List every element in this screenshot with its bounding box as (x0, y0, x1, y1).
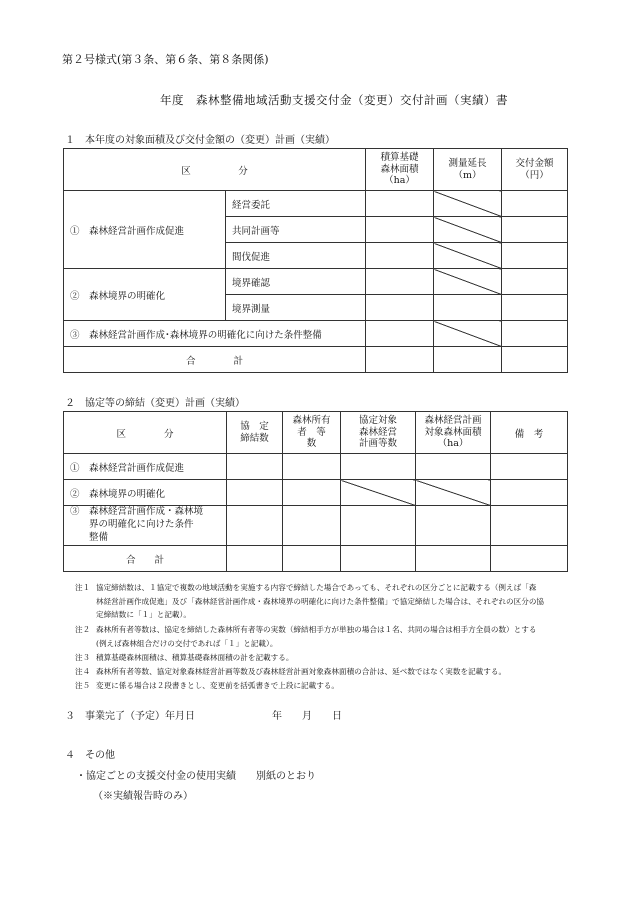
note-5: 注５ 変更に係る場合は２段書きとし、変更前を括弧書きで上段に記載する。 (75, 681, 339, 690)
s2-cell (491, 454, 568, 480)
section1-table (63, 148, 568, 373)
s2-cell (416, 454, 491, 480)
s2-cell (416, 506, 491, 546)
document-title: 年度 森林整備地域活動支援交付金（変更）交付計画（実績）書 (160, 93, 508, 107)
s2-cell (283, 480, 341, 506)
s1-cell-diagonal (434, 243, 502, 269)
s1-cell (366, 191, 434, 217)
s1-cell (434, 347, 502, 373)
s2-cell (227, 480, 283, 506)
s1-cell (434, 295, 502, 321)
s1-cell (502, 217, 568, 243)
form-number: 第２号様式(第３条、第６条、第８条関係) (62, 53, 269, 66)
s1-cell (366, 347, 434, 373)
s2-header-remarks: 備 考 (491, 412, 568, 454)
s1-cell (502, 347, 568, 373)
s2-row-1: ① 森林経営計画作成促進 (64, 454, 227, 480)
s2-cell (283, 546, 341, 572)
s1-cell-diagonal (434, 269, 502, 295)
s2-cell (283, 454, 341, 480)
s2-header-area: 森林経営計画 対象森林面積 （ha） (416, 412, 491, 454)
s1-cell (502, 243, 568, 269)
s2-cell (491, 546, 568, 572)
s2-cell-diagonal (341, 480, 416, 506)
s1-cell (502, 321, 568, 347)
s1-header-category: 区 分 (64, 149, 366, 191)
note-2: 注２ 森林所有者等数は、協定を締結した森林所有者等の実数（締結相手方が単独の場合は１名、共同の場合は相手方全員の数）とする (75, 625, 537, 634)
s1-row-3: ③ 森林経営計画作成･森林境界の明確化に向けた条件整備 (64, 321, 366, 347)
s1-header-survey: 測量延長 （m） (434, 149, 502, 191)
s2-cell (416, 546, 491, 572)
s2-cell (227, 506, 283, 546)
s1-row-group1-sub3: 間伐促進 (226, 243, 366, 269)
note-2-line: (例えば森林組合だけの交付であれば「１」と記載）。 (96, 638, 278, 648)
s2-cell (491, 480, 568, 506)
note-1-line: 林経営計画作成促進」及び「森林経営計画作成・森林境界の明確化に向けた条件整備」で協定締結した場合は、それぞれの区分の協 (96, 596, 545, 606)
note-4: 注４ 森林所有者等数、協定対象森林経営計画等数及び森林経営計画対象森林面積の合計は、延べ数ではなく実数を記載する。 (75, 667, 507, 676)
section4-item: ・協定ごとの支援交付金の使用実績 別紙のとおり (76, 771, 316, 782)
s2-header-plans: 協定対象 森林経営 計画等数 (341, 412, 416, 454)
s2-header-agreements: 協 定 締結数 (227, 412, 283, 454)
s2-cell (227, 546, 283, 572)
s1-cell-diagonal (434, 191, 502, 217)
section4-title: ４ その他 (65, 750, 115, 761)
s2-cell (341, 546, 416, 572)
s1-row-group1-sub2: 共同計画等 (226, 217, 366, 243)
s2-header-owners: 森林所有 者 等 数 (283, 412, 341, 454)
s1-row-group2: ② 森林境界の明確化 (64, 269, 226, 321)
section1-title: １ 本年度の対象面積及び交付金額の（変更）計画（実績） (65, 135, 335, 146)
s2-cell (491, 506, 568, 546)
s2-cell (227, 454, 283, 480)
s1-header-area: 積算基礎 森林面積 （ha） (366, 149, 434, 191)
section2-title: ２ 協定等の締結（変更）計画（実績） (65, 398, 245, 409)
note-1: 注１ 協定締結数は、１協定で複数の地域活動を実施する内容で締結した場合であっても、それぞれの区分ごとに記載する（例えば「森 (75, 583, 537, 592)
section4-note: （※実績報告時のみ） (93, 791, 193, 802)
s1-row-group1-sub1: 経営委託 (226, 191, 366, 217)
section3-title: ３ 事業完了（予定）年月日 (65, 711, 195, 722)
s1-cell (366, 243, 434, 269)
s1-cell (366, 321, 434, 347)
s1-cell-diagonal (434, 217, 502, 243)
s1-cell (366, 217, 434, 243)
s1-cell-diagonal (434, 321, 502, 347)
s2-row-2: ② 森林境界の明確化 (64, 480, 227, 506)
s2-row-total: 合 計 (64, 546, 227, 572)
note-3: 注３ 積算基礎森林面積は、積算基礎森林面積の計を記載する。 (75, 653, 294, 662)
s2-cell (283, 506, 341, 546)
s1-row-group2-sub1: 境界確認 (226, 269, 366, 295)
s2-row-3: ③ 森林経営計画作成・森林境 界の明確化に向けた条件 整備 (64, 506, 227, 546)
s1-row-group2-sub2: 境界測量 (226, 295, 366, 321)
s1-row-total: 合 計 (64, 347, 366, 373)
s1-cell (502, 191, 568, 217)
s1-cell (502, 295, 568, 321)
s1-cell (502, 269, 568, 295)
s1-cell (366, 295, 434, 321)
note-1-line: 定締結数に「１」と記載）。 (96, 610, 191, 619)
notes-block (75, 581, 575, 691)
s1-row-group1: ① 森林経営計画作成促進 (64, 191, 226, 269)
section2-table (63, 411, 568, 572)
s2-cell (341, 506, 416, 546)
s1-cell (366, 269, 434, 295)
completion-date-field: 年 月 日 (272, 711, 342, 722)
s2-header-category: 区 分 (64, 412, 227, 454)
s2-cell-diagonal (416, 480, 491, 506)
s2-cell (341, 454, 416, 480)
s1-header-grant: 交付金額 （円） (502, 149, 568, 191)
